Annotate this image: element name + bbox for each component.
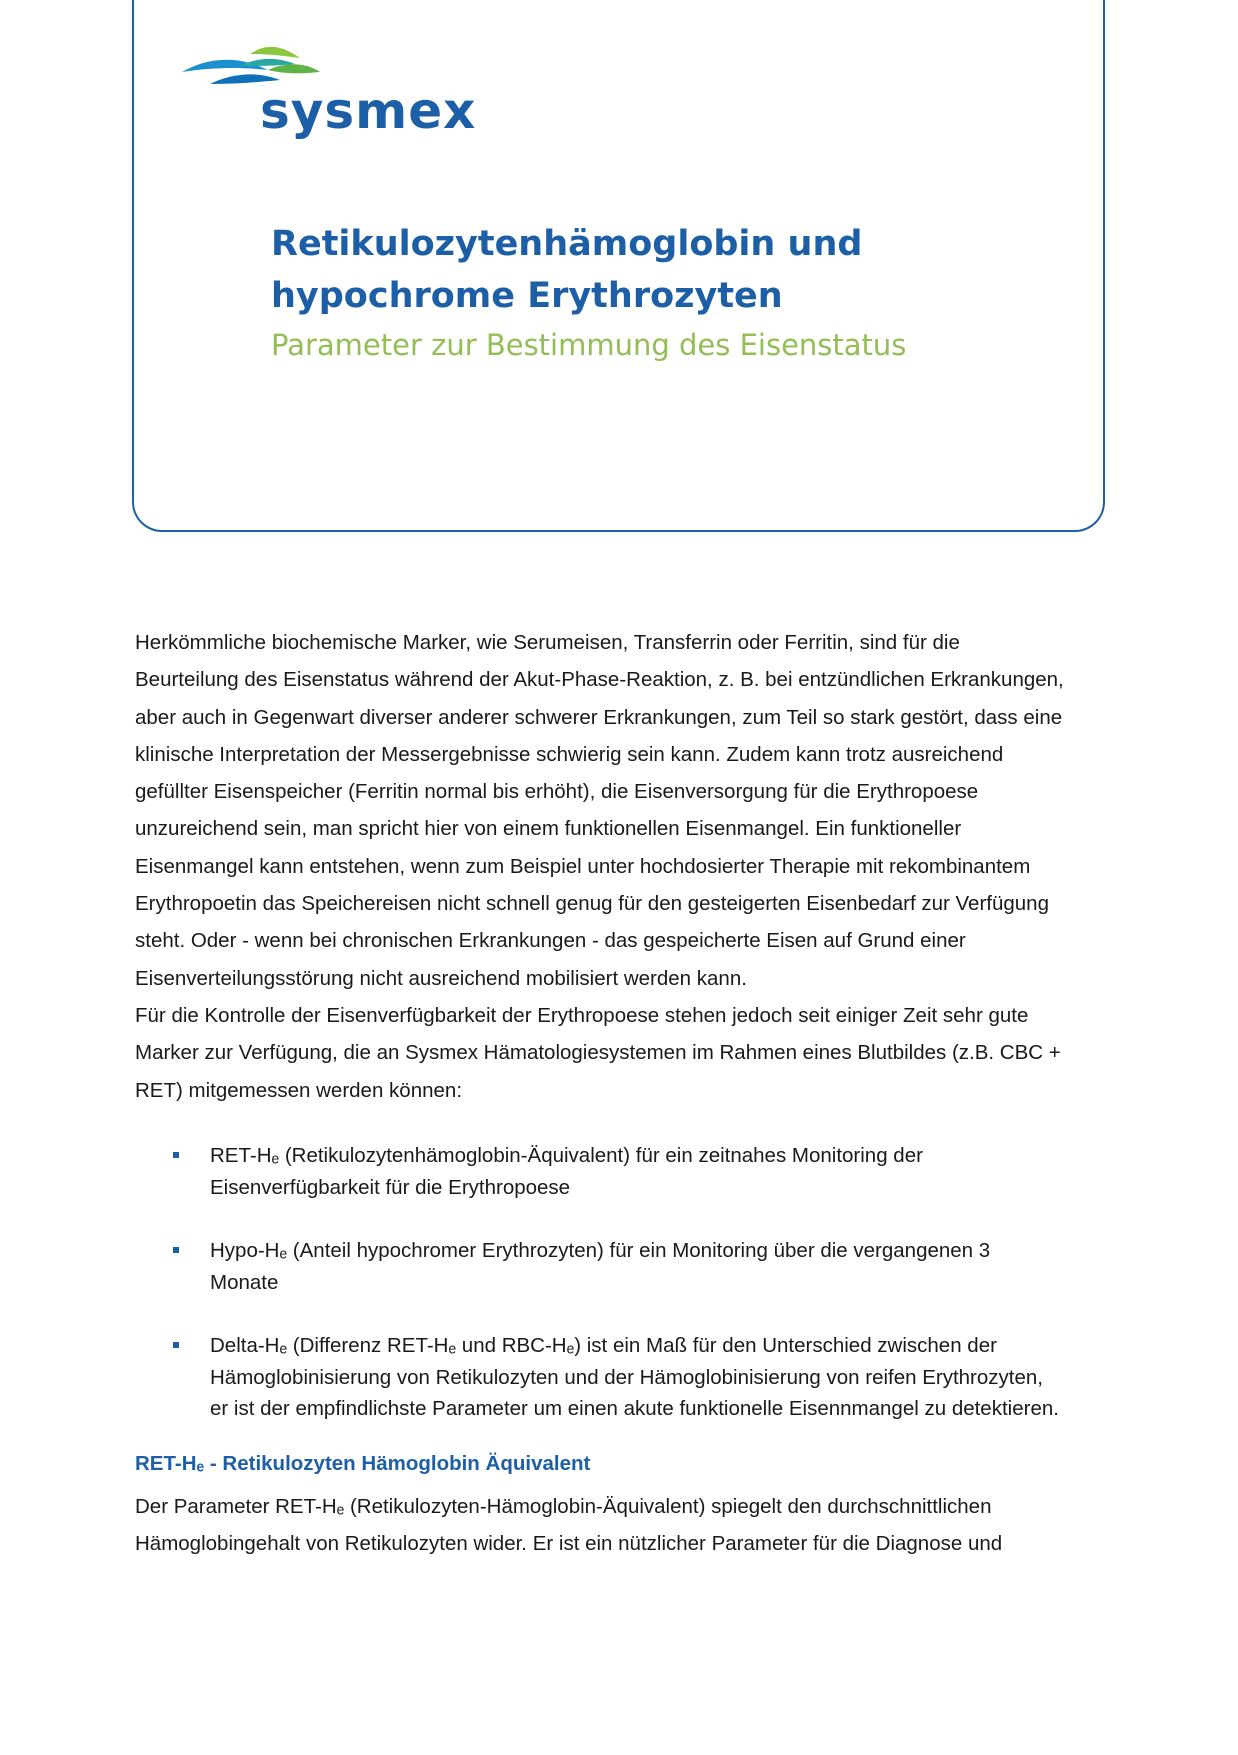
text-line: Hämoglobingehalt von Retikulozyten wider. Er ist ein nützlicher Parameter für die Diagnose und — [135, 1532, 1003, 1556]
page-title-line-2: hypochrome Erythrozyten — [271, 276, 783, 316]
text-line: Für die Kontrolle der Eisenverfügbarkeit der Erythropoese stehen jedoch seit einiger Zeit sehr gute — [135, 1003, 1029, 1027]
sysmex-logo — [180, 44, 480, 144]
text-line: klinische Interpretation der Messergebnisse schwierig sein kann. Zudem kann trotz ausreichend — [135, 742, 1004, 766]
text-line: unzureichend sein, man spricht hier von einem funktionellen Eisenmangel. Ein funktioneller — [135, 817, 962, 841]
header-title-block — [271, 218, 906, 368]
text-line: RET) mitgemessen werden können: — [135, 1078, 463, 1102]
section-heading: RET-Hₑ - Retikulozyten Hämoglobin Äquivalent — [135, 1452, 591, 1475]
square-bullet-icon — [173, 1247, 179, 1253]
text-line: aber auch in Gegenwart diverser anderer schwerer Erkrankungen, zum Teil so stark gestört, dass eine — [135, 705, 1063, 729]
text-line: RET-Hₑ (Retikulozytenhämoglobin-Äquivalent) für ein zeitnahes Monitoring der — [210, 1144, 923, 1167]
text-line: er ist der empfindlichste Parameter um einen akute funktionelle Eisennmangel zu detektieren. — [210, 1397, 1059, 1420]
logo-wordmark: sysmex — [260, 82, 477, 140]
text-line: Hämoglobinisierung von Retikulozyten und der Hämoglobinisierung von reifen Erythrozyten, — [210, 1365, 1043, 1389]
text-line: Monate — [210, 1270, 279, 1294]
square-bullet-icon — [173, 1342, 179, 1348]
text-line: Hypo-Hₑ (Anteil hypochromer Erythrozyten) für ein Monitoring über die vergangenen 3 — [210, 1239, 991, 1262]
text-line: gefüllter Eisenspeicher (Ferritin normal bis erhöht), die Eisenversorgung für die Erythropoese — [135, 780, 979, 804]
text-line: steht. Oder - wenn bei chronischen Erkrankungen - das gespeicherte Eisen auf Grund einer — [135, 929, 966, 953]
text-line: Der Parameter RET-Hₑ (Retikulozyten-Hämoglobin-Äquivalent) spiegelt den durchschnittlichen — [135, 1495, 992, 1518]
text-line: Marker zur Verfügung, die an Sysmex Hämatologiesystemen im Rahmen eines Blutbildes (z.B. CBC + — [135, 1041, 1061, 1065]
list-item — [170, 1140, 1120, 1203]
text-line: Delta-Hₑ (Differenz RET-Hₑ und RBC-Hₑ) ist ein Maß für den Unterschied zwischen der — [210, 1334, 997, 1357]
text-line: Eisenverteilungsstörung nicht ausreichend mobilisiert werden kann. — [135, 966, 747, 990]
text-line: Eisenmangel kann entstehen, wenn zum Beispiel unter hochdosierter Therapie mit rekombinantem — [135, 854, 1031, 878]
page-title-line-1: Retikulozytenhämoglobin und — [271, 224, 863, 264]
text-line: Herkömmliche biochemische Marker, wie Serumeisen, Transferrin oder Ferritin, sind für die — [135, 631, 960, 654]
list-item-text — [210, 1330, 1120, 1425]
list-item — [170, 1330, 1120, 1425]
square-bullet-icon — [173, 1152, 179, 1158]
list-item — [170, 1235, 1120, 1298]
list-item-text — [210, 1235, 1120, 1298]
text-line: Beurteilung des Eisenstatus während der Akut-Phase-Reaktion, z. B. bei entzündlichen Erkrankungen, — [135, 668, 1064, 692]
page-subtitle: Parameter zur Bestimmung des Eisenstatus — [271, 328, 907, 362]
intro-paragraph — [135, 624, 1115, 1109]
parameter-bullet-list — [170, 1140, 1120, 1457]
list-item-text — [210, 1140, 1120, 1203]
text-line: Erythropoetin das Speichereisen nicht schnell genug für den gesteigerten Eisenbedarf zur Verfügung — [135, 892, 1049, 916]
section-paragraph — [135, 1488, 1115, 1563]
text-line: Eisenverfügbarkeit für die Erythropoese — [210, 1175, 571, 1199]
